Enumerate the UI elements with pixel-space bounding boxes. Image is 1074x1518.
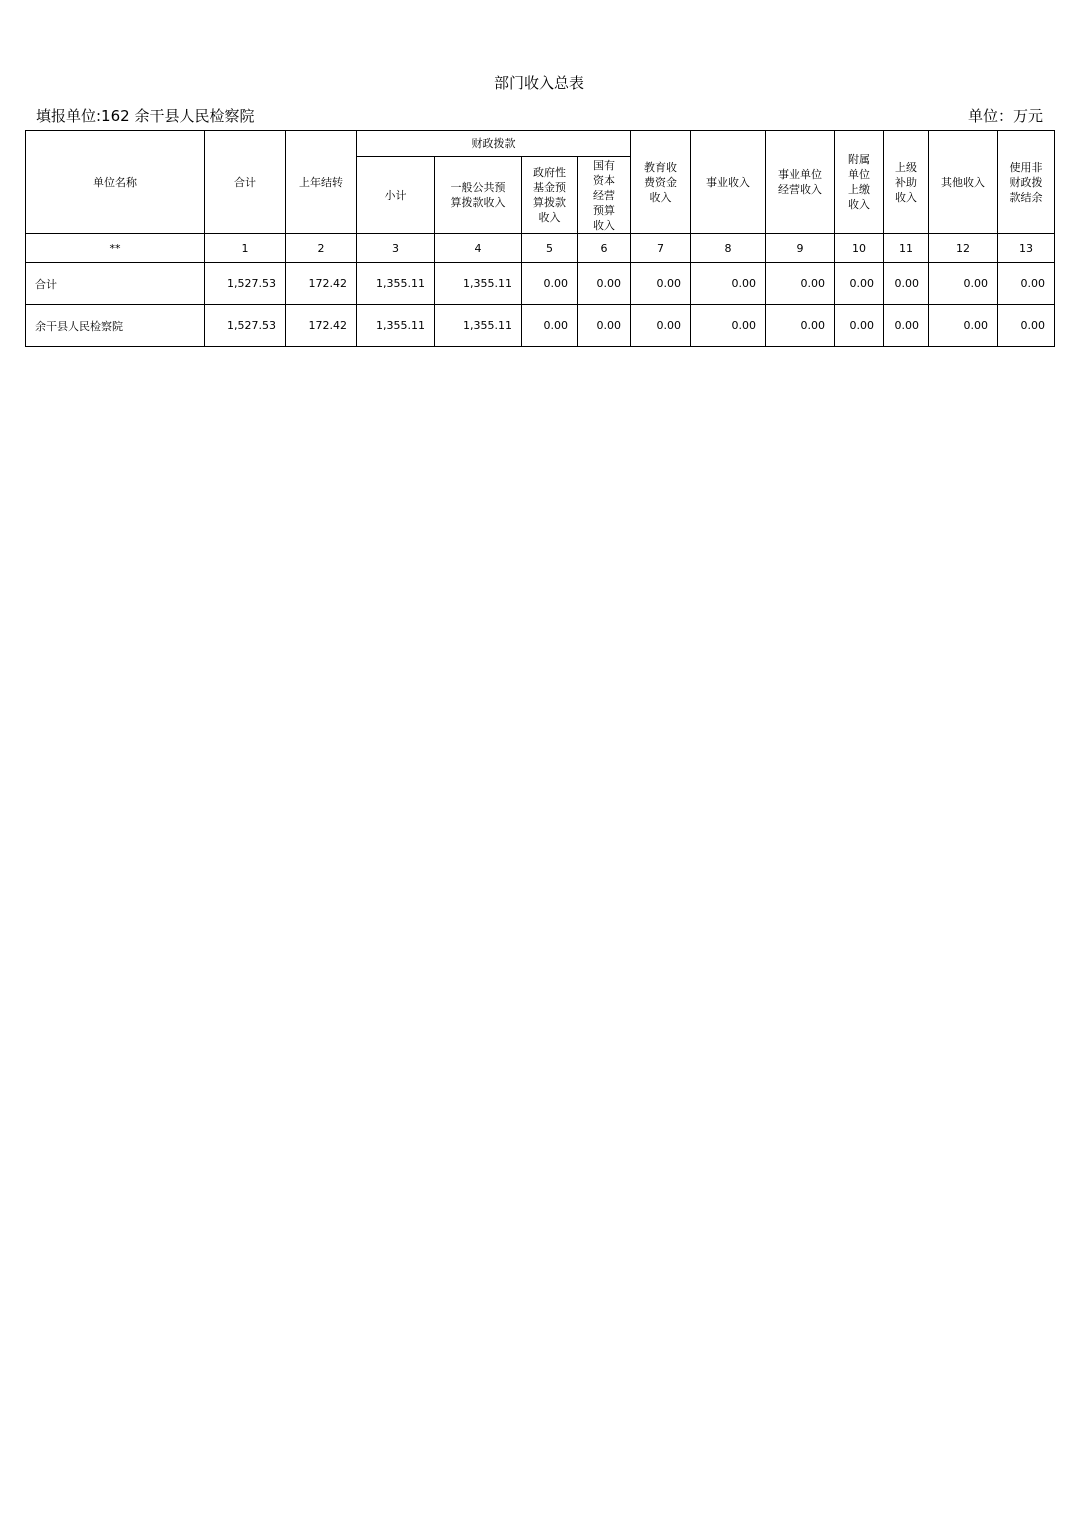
header-non-fiscal-balance: 使用非 财政拨 款结余 — [998, 131, 1055, 234]
column-index-cell: 3 — [357, 234, 435, 263]
row-unit-name-cell: 合计 — [26, 263, 205, 305]
column-index-cell: 11 — [884, 234, 929, 263]
row-value-cell: 0.00 — [998, 305, 1055, 347]
currency-unit: 单位：万元 — [967, 107, 1043, 125]
row-value-cell: 1,355.11 — [357, 305, 435, 347]
reporting-unit: 填报单位:162 余干县人民检察院 — [36, 107, 255, 125]
header-superior-subsidy: 上级 补助 收入 — [884, 131, 929, 234]
header-unit-name: 单位名称 — [26, 131, 205, 234]
row-value-cell: 0.00 — [998, 263, 1055, 305]
column-index-cell: 2 — [286, 234, 357, 263]
column-index-row — [26, 234, 1055, 263]
row-value-cell: 0.00 — [929, 263, 998, 305]
header-carryover: 上年结转 — [286, 131, 357, 234]
row-value-cell: 0.00 — [766, 305, 835, 347]
header-business-income: 事业收入 — [691, 131, 766, 234]
column-index-cell: 7 — [631, 234, 691, 263]
row-value-cell: 172.42 — [286, 263, 357, 305]
header-business-unit-operating: 事业单位 经营收入 — [766, 131, 835, 234]
column-index-cell: 9 — [766, 234, 835, 263]
column-index-cell: 13 — [998, 234, 1055, 263]
header-fiscal-group: 财政拨款 — [357, 131, 631, 157]
column-index-cell: 5 — [522, 234, 578, 263]
column-index-cell: 1 — [205, 234, 286, 263]
row-value-cell: 1,355.11 — [435, 263, 522, 305]
row-value-cell: 0.00 — [766, 263, 835, 305]
column-index-cell: 4 — [435, 234, 522, 263]
row-value-cell: 1,355.11 — [357, 263, 435, 305]
income-summary-table — [25, 130, 1055, 347]
row-value-cell: 0.00 — [835, 305, 884, 347]
header-other-income: 其他收入 — [929, 131, 998, 234]
row-value-cell: 0.00 — [522, 263, 578, 305]
header-subtotal: 小计 — [357, 157, 435, 234]
row-value-cell: 0.00 — [578, 263, 631, 305]
header-education-fee: 教育收 费资金 收入 — [631, 131, 691, 234]
column-index-cell: 12 — [929, 234, 998, 263]
row-value-cell: 0.00 — [522, 305, 578, 347]
header-affiliated-unit: 附属 单位 上缴 收入 — [835, 131, 884, 234]
table-row-unit — [26, 305, 1055, 347]
row-value-cell: 172.42 — [286, 305, 357, 347]
row-value-cell: 0.00 — [884, 305, 929, 347]
row-value-cell: 0.00 — [631, 305, 691, 347]
row-value-cell: 0.00 — [884, 263, 929, 305]
row-unit-name-cell: 余干县人民检察院 — [26, 305, 205, 347]
row-value-cell: 0.00 — [929, 305, 998, 347]
page-title: 部门收入总表 — [493, 74, 584, 92]
header-general-budget: 一般公共预 算拨款收入 — [435, 157, 522, 234]
row-value-cell: 1,527.53 — [205, 263, 286, 305]
column-index-cell: 10 — [835, 234, 884, 263]
header-state-capital: 国有 资本 经营 预算 收入 — [578, 157, 631, 234]
header-gov-fund: 政府性 基金预 算拨款 收入 — [522, 157, 578, 234]
column-index-cell: 8 — [691, 234, 766, 263]
row-value-cell: 0.00 — [691, 263, 766, 305]
row-value-cell: 0.00 — [691, 305, 766, 347]
row-value-cell: 1,527.53 — [205, 305, 286, 347]
header-total: 合计 — [205, 131, 286, 234]
column-index-cell: ** — [26, 234, 205, 263]
row-value-cell: 0.00 — [631, 263, 691, 305]
row-value-cell: 0.00 — [835, 263, 884, 305]
row-value-cell: 0.00 — [578, 305, 631, 347]
table-row-total — [26, 263, 1055, 305]
row-value-cell: 1,355.11 — [435, 305, 522, 347]
column-index-cell: 6 — [578, 234, 631, 263]
